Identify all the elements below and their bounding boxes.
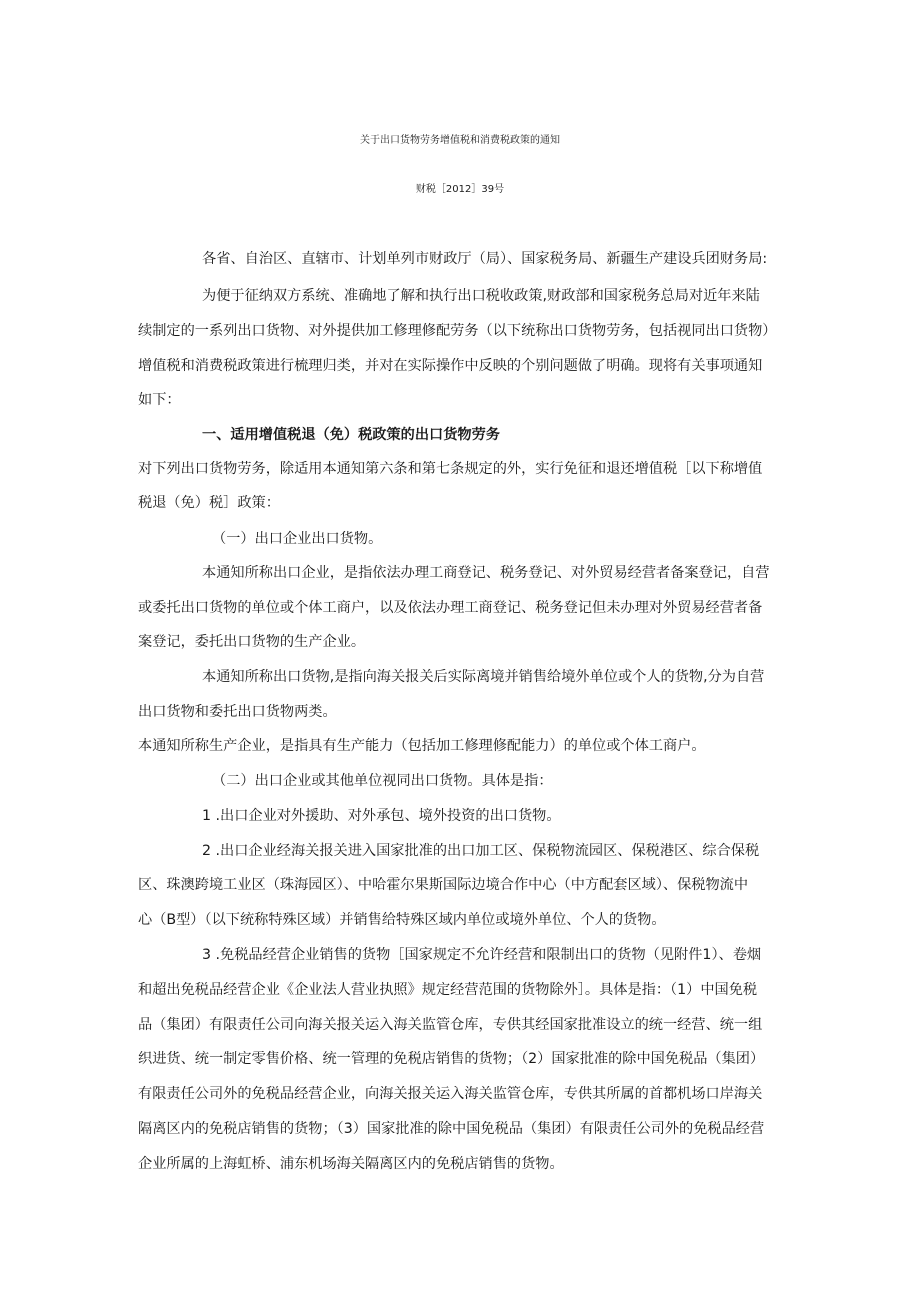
paragraph-line: 隔离区内的免税店销售的货物；（3）国家批准的除中国免税品（集团）有限责任公司外的免税品经营 — [138, 1121, 765, 1137]
section-heading: 一、适用增值税退（免）税政策的出口货物劳务 — [202, 427, 500, 443]
paragraph-line: 增值税和消费税政策进行梳理归类，并对在实际操作中反映的个别问题做了明确。现将有关事项通知 — [138, 358, 763, 374]
list-item: 1 .出口企业对外援助、对外承包、境外投资的出口货物。 — [202, 808, 561, 824]
paragraph-line: 出口货物和委托出口货物两类。 — [138, 704, 337, 720]
paragraph-line: 和超出免税品经营企业《企业法人营业执照》规定经营范围的货物除外］。具体是指：（1）中国免税 — [138, 982, 758, 998]
paragraph-line: 本通知所称出口企业，是指依法办理工商登记、税务登记、对外贸易经营者备案登记，自营 — [202, 565, 770, 581]
paragraph-line: 对下列出口货物劳务，除适用本通知第六条和第七条规定的外，实行免征和退还增值税［以下称增值 — [138, 461, 763, 477]
paragraph-line: 案登记，委托出口货物的生产企业。 — [138, 634, 366, 650]
paragraph-line: 企业所属的上海虹桥、浦东机场海关隔离区内的免税店销售的货物。 — [138, 1156, 564, 1172]
document-title: 关于出口货物劳务增值税和消费税政策的通知 — [360, 135, 560, 146]
list-item: 3 .免税品经营企业销售的货物［国家规定不允许经营和限制出口的货物（见附件1）、卷烟 — [202, 947, 762, 963]
paragraph-line: 品（集团）有限责任公司向海关报关运入海关监管仓库，专供其经国家批准设立的统一经营、统一组 — [138, 1017, 763, 1033]
paragraph-line: 如下： — [138, 392, 181, 408]
list-item: 2 .出口企业经海关报关进入国家批准的出口加工区、保税物流园区、保税港区、综合保税 — [202, 843, 760, 859]
paragraph-line: 本通知所称出口货物,是指向海关报关后实际离境并销售给境外单位或个人的货物,分为自营 — [202, 669, 765, 685]
paragraph-line: 本通知所称生产企业，是指具有生产能力（包括加工修理修配能力）的单位或个体工商户。 — [138, 738, 706, 754]
paragraph-line: 或委托出口货物的单位或个体工商户，以及依法办理工商登记、税务登记但未办理对外贸易经营者备 — [138, 600, 763, 616]
paragraph-line: 心（B型）（以下统称特殊区域）并销售给特殊区域内单位或境外单位、个人的货物。 — [138, 912, 666, 928]
paragraph-line: 有限责任公司外的免税品经营企业，向海关报关运入海关监管仓库，专供其所属的首都机场口岸海关 — [138, 1086, 763, 1102]
paragraph-line: 税退（免）税］政策： — [138, 495, 280, 511]
paragraph-line: 各省、自治区、直辖市、计划单列市财政厅（局）、国家税务局、新疆生产建设兵团财务局: — [202, 251, 768, 267]
paragraph-line: 织进货、统一制定零售价格、统一管理的免税店销售的货物；（2）国家批准的除中国免税品（集团） — [138, 1051, 765, 1067]
paragraph-line: 区、珠澳跨境工业区（珠海园区）、中哈霍尔果斯国际边境合作中心（中方配套区域）、保税物流中 — [138, 877, 749, 893]
subsection-heading: （二）出口企业或其他单位视同出口货物。具体是指： — [212, 773, 553, 789]
paragraph-line: 续制定的一系列出口货物、对外提供加工修理修配劳务（以下统称出口货物劳务，包括视同出口货物） — [138, 323, 777, 339]
document-number: 财税［2012］39号 — [415, 184, 505, 195]
subsection-heading: （一）出口企业出口货物。 — [212, 531, 383, 547]
paragraph-line: 为便于征纳双方系统、准确地了解和执行出口税收政策,财政部和国家税务总局对近年来陆 — [202, 288, 760, 304]
